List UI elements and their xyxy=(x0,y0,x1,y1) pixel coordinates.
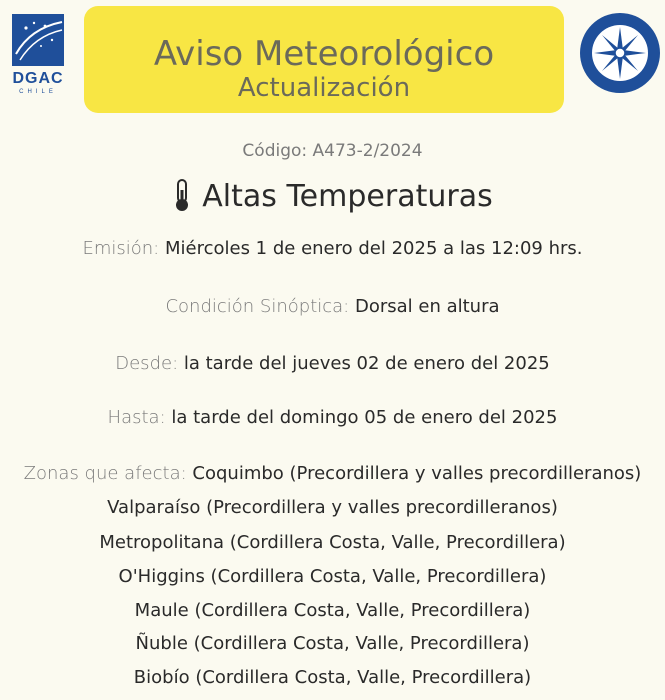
zone-item: Ñuble (Cordillera Costa, Valle, Precordillera) xyxy=(135,633,530,654)
alert-title-row xyxy=(0,178,665,214)
zone-item: Maule (Cordillera Costa, Valle, Precordillera) xyxy=(134,600,531,621)
dgac-logo-subtext: CHILE xyxy=(19,89,57,95)
code-value: A473-2/2024 xyxy=(312,141,423,161)
synoptic-condition-label: Condición Sinóptica: xyxy=(165,296,350,317)
code-label: Código: xyxy=(242,141,308,161)
until-label: Hasta: xyxy=(107,407,166,428)
dgac-logo xyxy=(12,14,64,98)
thermometer-icon xyxy=(172,178,192,212)
until-row xyxy=(0,407,665,428)
zone-item: Coquimbo (Precordillera y valles precordilleranos) xyxy=(192,463,642,484)
zone-item: Metropolitana (Cordillera Costa, Valle, Precordillera) xyxy=(99,532,566,553)
dgac-logo-text: DGAC xyxy=(12,70,64,87)
zone-item: Biobío (Cordillera Costa, Valle, Precordillera) xyxy=(133,667,532,688)
header-banner xyxy=(84,6,564,113)
bulletin-code xyxy=(0,141,665,161)
zone-item: O'Higgins (Cordillera Costa, Valle, Precordillera) xyxy=(118,566,547,587)
alert-title: Altas Temperaturas xyxy=(202,179,493,214)
synoptic-condition-row xyxy=(0,296,665,317)
zone-item: Valparaíso (Precordillera y valles precordilleranos) xyxy=(107,497,558,518)
synoptic-condition-value: Dorsal en altura xyxy=(354,296,500,317)
dgac-emblem-icon xyxy=(12,14,64,66)
from-label: Desde: xyxy=(115,353,179,374)
from-value: la tarde del jueves 02 de enero del 2025 xyxy=(183,353,550,374)
emission-value: Miércoles 1 de enero del 2025 a las 12:09 hrs. xyxy=(164,238,583,259)
meteochile-logo xyxy=(579,12,661,94)
zones-label: Zonas que afecta: xyxy=(23,463,187,484)
emission-label: Emisión: xyxy=(82,238,160,259)
zones-row xyxy=(0,463,665,484)
banner-title: Aviso Meteorológico xyxy=(153,34,495,74)
until-value: la tarde del domingo 05 de enero del 2025 xyxy=(171,407,558,428)
banner-subtitle: Actualización xyxy=(237,73,411,103)
from-row xyxy=(0,353,665,374)
emission-row xyxy=(0,238,665,259)
